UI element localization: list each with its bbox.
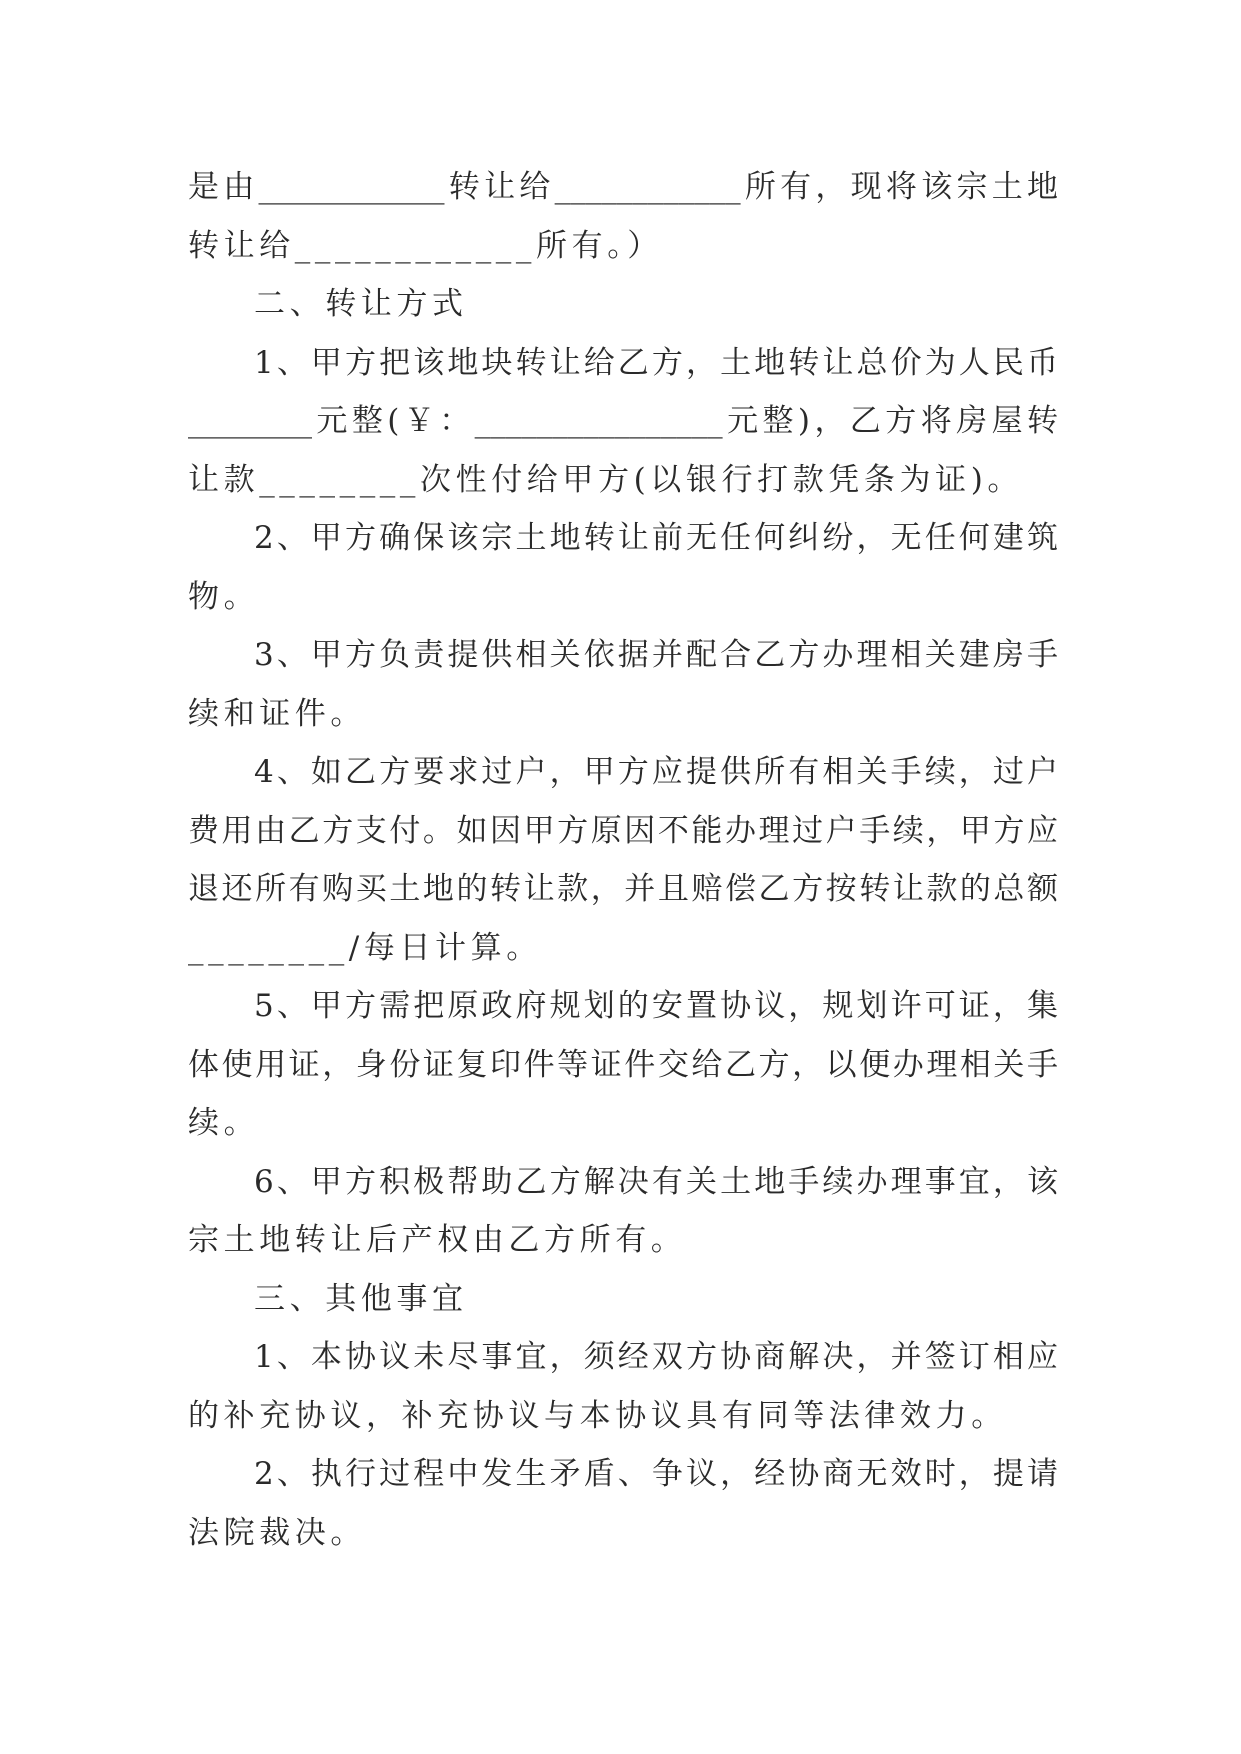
text-line: 续。 [188,1105,260,1141]
clause-line: 2、执行过程中发生矛盾、争议，经协商无效时，提请 [254,1456,1058,1492]
clause-line: 6、甲方积极帮助乙方解决有关土地手续办理事宜，该 [254,1163,1058,1200]
clause-line: 5、甲方需把原政府规划的安置协议，规划许可证，集 [254,988,1058,1024]
text-line: 费用由乙方支付。如因甲方原因不能办理过户手续，甲方应 [188,812,1058,849]
text-line: 体使用证，身份证复印件等证件交给乙方，以便办理相关手 [188,1046,1058,1083]
clause-line: 1、甲方把该地块转让给乙方，土地转让总价为人民币 [254,344,1058,381]
text-line: 退还所有购买土地的转让款，并且赔偿乙方按转让款的总额 [188,871,1058,907]
text-line: 让款________次性付给甲方(以银行打款凭条为证)。 [188,461,1023,498]
text-line: 法院裁决。 [188,1514,366,1551]
clause-line: 1、本协议未尽事宜，须经双方协商解决，并签订相应 [254,1339,1058,1375]
text-line: 的补充协议，补充协议与本协议具有同等法律效力。 [188,1397,1007,1434]
section-heading: 三、其他事宜 [254,1280,468,1317]
text-line: 物。 [188,578,260,615]
text-line: 续和证件。 [188,695,366,732]
text-line: 转让给____________所有。） [188,227,663,264]
clause-line: 3、甲方负责提供相关依据并配合乙方办理相关建房手 [254,637,1058,673]
text-line: ________/每日计算。 [188,929,542,966]
text-line: 宗土地转让后产权由乙方所有。 [188,1222,687,1258]
document-page [188,158,1058,1562]
text-line: 是由____________转让给____________所有，现将该宗土地 [188,169,1058,205]
clause-line: 4、如乙方要求过户，甲方应提供所有相关手续，过户 [254,754,1058,790]
text-line: ________元整(￥：________________元整)，乙方将房屋转 [188,403,1058,439]
section-heading: 二、转让方式 [254,286,468,322]
clause-line: 2、甲方确保该宗土地转让前无任何纠纷，无任何建筑 [254,520,1058,556]
